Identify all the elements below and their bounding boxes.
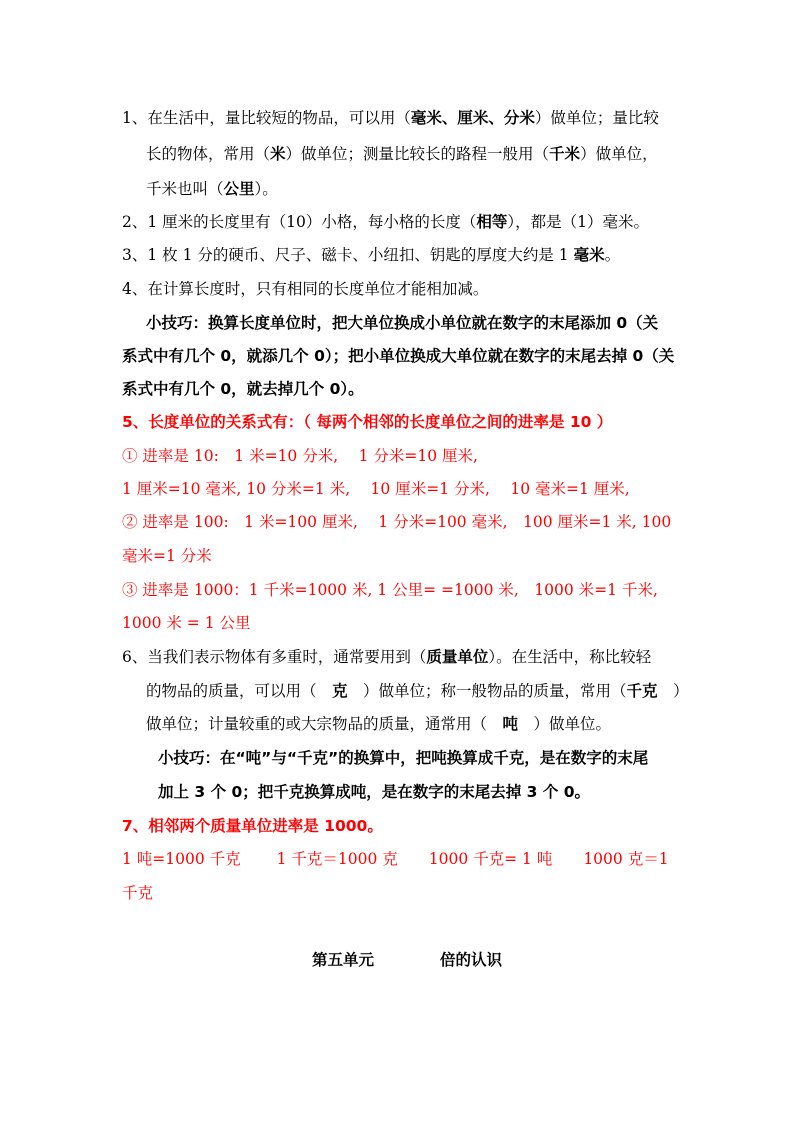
item-7-line-1: 1 吨=1000 千克 1 千克＝1000 克 1000 千克= 1 吨 1000 克＝1 — [122, 850, 669, 868]
item-1-line-1 — [122, 108, 659, 128]
unit-name-heading: 倍的认识 — [440, 951, 503, 969]
text-run: 的物品的质量，可以用（ — [146, 682, 333, 700]
answer-kilogram: 千克 — [626, 682, 658, 700]
answer-kilometer: 千米 — [549, 145, 581, 163]
text-run: 6、当我们表示物体有多重时，通常要用到（ — [122, 648, 427, 666]
item-2 — [122, 212, 649, 232]
text-run: 千米也叫（ — [146, 180, 224, 198]
unit-number-heading: 第五单元 — [312, 951, 375, 969]
answer-mass-unit: 质量单位 — [426, 648, 489, 666]
text-run: ），都是（1）毫米。 — [507, 213, 650, 231]
item-5-rate-1000-a: ③ 进率是 1000：1 千米=1000 米, 1 公里= =1000 米, 1000 米=1 千米, — [122, 581, 658, 599]
tip-1-line-2: 系式中有几个 0，就添几个 0）；把小单位换成大单位就在数字的末尾去掉 0（关 — [122, 347, 675, 365]
text-run: 3、1 枚 1 分的硬币、尺子、磁卡、小纽扣、钥匙的厚度大约是 1 — [122, 246, 574, 264]
answer-equal: 相等 — [476, 213, 508, 231]
text-run: 长的物体，常用（ — [146, 145, 271, 163]
text-run: ）做单位；量比较 — [534, 109, 659, 127]
item-6-line-1 — [122, 647, 651, 667]
text-run: ）做单位。 — [518, 715, 612, 733]
item-5-rate-10-a: ① 进率是 10: 1 米=10 分米, 1 分米=10 厘米, — [122, 447, 478, 465]
tip-2-line-2: 加上 3 个 0；把千克换算成吨，是在数字的末尾去掉 3 个 0。 — [158, 783, 591, 801]
text-run: ） — [657, 682, 689, 700]
text-run: ）。 — [254, 180, 278, 198]
tip-2-line-1: 小技巧：在“吨”与“千克”的换算中，把吨换算成千克，是在数字的末尾 — [158, 749, 649, 767]
item-3 — [122, 245, 620, 265]
answer-length-units: 毫米、厘米、分米 — [410, 109, 535, 127]
answer-gram: 克 — [332, 682, 348, 700]
item-5-rate-100-a: ② 进率是 100: 1 米=100 厘米, 1 分米=100 毫米, 100 厘米=1 米, 100 — [122, 513, 672, 531]
text-run: ）。在生活中，称比较轻 — [488, 648, 652, 666]
answer-gongli: 公里 — [223, 180, 255, 198]
item-5-rate-1000-b: 1000 米 = 1 公里 — [122, 614, 251, 632]
item-5-rate-10-b: 1 厘米=10 毫米, 10 分米=1 米, 10 厘米=1 分米, 10 毫米=1 厘米, — [122, 480, 630, 498]
item-6-line-3 — [146, 714, 611, 734]
text-run: 做单位；计量较重的或大宗物品的质量，通常用（ — [146, 715, 503, 733]
tip-1-line-1: 小技巧：换算长度单位时，把大单位换成小单位就在数字的末尾添加 0（关 — [146, 314, 659, 332]
item-5-rate-100-b: 毫米=1 分米 — [122, 547, 212, 565]
item-1-line-2 — [146, 144, 658, 164]
item-6-line-2 — [146, 681, 689, 701]
text-run: ）做单位；测量比较长的路程一般用（ — [285, 145, 550, 163]
text-run: 。 — [604, 246, 621, 264]
item-5-heading: 5、长度单位的关系式有：（ 每两个相邻的长度单位之间的进率是 10 ） — [122, 413, 613, 431]
item-1-line-3 — [146, 179, 278, 199]
item-7-heading: 7、相邻两个质量单位进率是 1000。 — [122, 817, 383, 835]
text-run: ）做单位；称一般物品的质量，常用（ — [347, 682, 627, 700]
answer-meter: 米 — [270, 145, 286, 163]
text-run: 2、1 厘米的长度里有（10）小格，每小格的长度（ — [122, 213, 477, 231]
item-7-line-2: 千克 — [122, 884, 154, 902]
answer-ton: 吨 — [502, 715, 519, 733]
answer-millimeter: 毫米 — [573, 246, 605, 264]
text-run: 1、在生活中，量比较短的物品，可以用（ — [122, 109, 411, 127]
tip-1-line-3: 系式中有几个 0，就去掉几个 0）。 — [122, 380, 364, 398]
text-run: ）做单位， — [580, 145, 658, 163]
item-4: 4、在计算长度时，只有相同的长度单位才能相加减。 — [122, 280, 489, 298]
